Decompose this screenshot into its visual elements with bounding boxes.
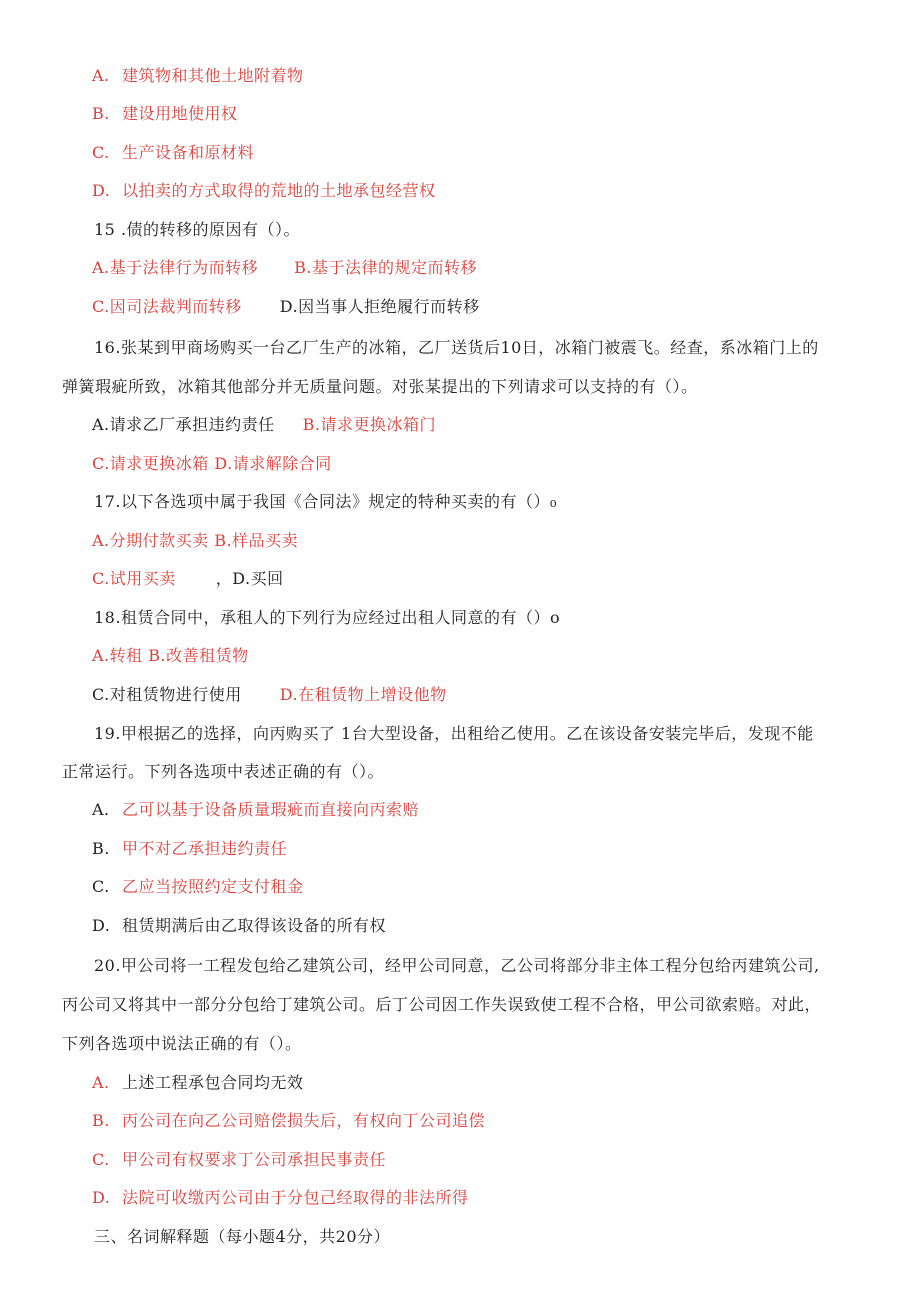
option-text: 租赁期满后由乙取得该设备的所有权: [122, 916, 387, 935]
q18-options-cd: [92, 685, 447, 705]
q16-options-cd: C.请求更换冰箱 D.请求解除合同: [92, 454, 332, 473]
option-text: 甲不对乙承担违约责任: [122, 839, 288, 858]
option-label: B.: [92, 1111, 110, 1130]
option-text: 法院可收缴丙公司由于分包己经取得的非法所得: [122, 1188, 469, 1207]
q17-options-cd: [92, 569, 284, 589]
q15-option-c: C.因司法裁判而转移: [92, 297, 242, 316]
q20-option-c: [92, 1150, 386, 1170]
option-label: A.: [92, 1073, 110, 1092]
option-text: 以拍卖的方式取得的荒地的土地承包经营权: [122, 181, 436, 200]
q20-option-d: [92, 1188, 469, 1208]
q18-options-ab: A.转租 B.改善租赁物: [92, 646, 249, 665]
q16-options-ab: [92, 415, 436, 435]
option-label: B.: [92, 839, 110, 858]
option-text: 建筑物和其他土地附着物: [122, 66, 304, 85]
q14-option-d: [92, 181, 436, 201]
option-label: C.: [92, 1150, 110, 1169]
q18-option-d: D.在租赁物上增设他物: [279, 685, 447, 704]
q18-option-c: C.对租赁物进行使用: [92, 685, 242, 704]
q19-option-a: [92, 800, 419, 820]
q20-option-a: [92, 1073, 304, 1093]
option-label: C.: [92, 143, 110, 162]
q17-stem: 17.以下各选项中属于我国《合同法》规定的特种买卖的有（）₀: [94, 492, 557, 511]
option-text: 乙可以基于设备质量瑕疵而直接向丙索赔: [122, 800, 420, 819]
option-label: D.: [92, 181, 111, 200]
q19-option-b: [92, 839, 287, 859]
q17-option-d: ，D.买回: [215, 569, 284, 588]
q15-option-a: A.基于法律行为而转移: [92, 258, 259, 277]
q15-stem: 15 .债的转移的原因有（）。: [94, 220, 301, 239]
option-text: 乙应当按照约定支付租金: [122, 877, 304, 896]
option-label: A.: [92, 66, 110, 85]
option-label: B.: [92, 104, 110, 123]
q14-option-b: [92, 104, 238, 124]
q19-stem-line1: 19.甲根据乙的选择，向丙购买了 1台大型设备，出租给乙使用。乙在该设备安装完毕后，发现不能: [94, 724, 814, 743]
option-label: C.: [92, 877, 110, 896]
q17-option-c: C.试用买卖: [92, 569, 176, 588]
option-text: 生产设备和原材料: [122, 143, 255, 162]
q15-options-ab: [92, 258, 477, 278]
q16-stem-line1: 16.张某到甲商场购买一台乙厂生产的冰箱，乙厂送货后10日，冰箱门被震飞。经查，系冰箱门上的: [94, 338, 819, 357]
q15-option-b: B.基于法律的规定而转移: [294, 258, 478, 277]
q20-option-b: [92, 1111, 485, 1131]
q14-option-a: [92, 66, 304, 86]
q18-stem: 18.租赁合同中，承租人的下列行为应经过出租人同意的有（）o: [94, 608, 561, 627]
option-text: 建设用地使用权: [122, 104, 238, 123]
q20-stem-line2: 丙公司又将其中一部分分包给丁建筑公司。后丁公司因工作失误致使工程不合格，甲公司欲索赔。对此，: [62, 995, 822, 1014]
option-label: A.: [92, 800, 110, 819]
q20-stem-line3: 下列各选项中说法正确的有（）。: [62, 1034, 302, 1053]
option-text: 丙公司在向乙公司赔偿损失后，有权向丁公司追偿: [122, 1111, 486, 1130]
q16-option-a: A.请求乙厂承担违约责任: [92, 415, 275, 434]
q16-option-b: B.请求更换冰箱门: [302, 415, 437, 434]
q19-stem-line2: 正常运行。下列各选项中表述正确的有（）。: [62, 762, 385, 781]
q16-stem-line2: 弹簧瑕疵所致，冰箱其他部分并无质量问题。对张某提出的下列请求可以支持的有（）。: [62, 377, 698, 396]
q15-option-d: D.因当事人拒绝履行而转移: [279, 297, 480, 316]
q15-options-cd: [92, 297, 480, 317]
q20-stem-line1: 20.甲公司将一工程发包给乙建筑公司，经甲公司同意，乙公司将部分非主体工程分包给丙建筑公司,: [94, 956, 820, 975]
section-heading: 三、名词解释题（每小题4分，共20分）: [94, 1227, 391, 1246]
q19-option-c: [92, 877, 304, 897]
q17-options-ab: A.分期付款买卖 B.样品买卖: [92, 531, 299, 550]
option-label: D.: [92, 916, 111, 935]
option-text: 甲公司有权要求丁公司承担民事责任: [122, 1150, 387, 1169]
option-text: 上述工程承包合同均无效: [122, 1073, 304, 1092]
option-label: D.: [92, 1188, 111, 1207]
q14-option-c: [92, 143, 254, 163]
q19-option-d: [92, 916, 386, 936]
